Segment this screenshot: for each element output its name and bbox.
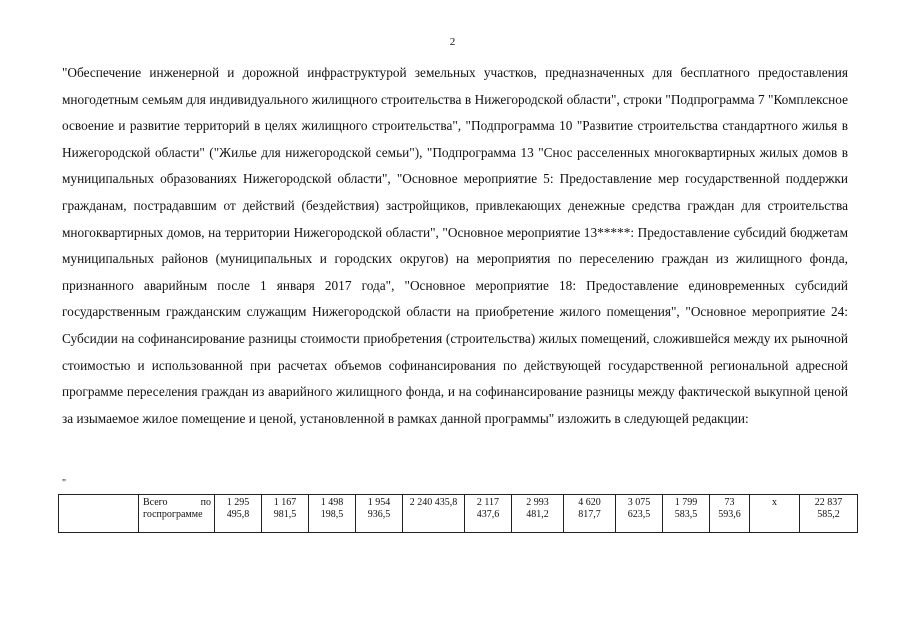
page-number: 2 (449, 36, 456, 48)
amendment-paragraph: "Обеспечение инженерной и дорожной инфраструктурой земельных участков, предназначенных для бесплатного предоставления многодетным семьям для индивидуального жилищного строительства в Нижегородской области", строки "Подпрограмма 7 "Комплексное освоение и развитие территорий в целях жилищного строительства", "Подпрограмма 10 "Развитие строительства стандартного жилья в Нижегородской области" ("Жилье для нижегородской семьи"), "Подпрограмма 13 "Снос расселенных многоквартирных жилых домов в муниципальных образованиях Нижегородской области", "Основное мероприятие 5: Предоставление мер государственной поддержки гражданам, пострадавшим от действий (бездействия) застройщиков, привлекающих денежные средства граждан для строительства многоквартирных домов, на территории Нижегородской области", "Основное мероприятие 13*****: Предоставление субсидий бюджетам муниципальных районов (муниципальных и городских округов) на мероприятия по переселению граждан из жилищного фонда, признанного аварийным после 1 января 2017 года", "Основное мероприятие 18: Предоставление единовременных субсидий государственным гражданским служащим Нижегородской области на приобретение жилого помещения", "Основное мероприятие 24: Субсидии на софинансирование разницы стоимости приобретения (строительства) жилых помещений, сложившейся между их рыночной стоимостью и использованной при расчетах объемов софинансирования по действующей государственной региональной адресной программе переселения граждан из аварийного жилищного фонда, и на софинансирование разницы между фактической выкупной ценой за изымаемое жилое помещение и ценой, установленной в рамках данной программы" изложить в следующей редакции: (62, 65, 848, 426)
table-cell-value: 2 240 435,8 (403, 495, 465, 533)
table-cell-total: 22 837 585,2 (800, 495, 858, 533)
table-cell-value: 4 620 817,7 (564, 495, 616, 533)
table-cell-value: 73 593,6 (710, 495, 750, 533)
table-cell-value: 1 799 583,5 (663, 495, 710, 533)
table-cell-value: 1 167 981,5 (262, 495, 309, 533)
table-cell-empty (59, 495, 139, 533)
table-cell-label: Всего по госпрограмме (139, 495, 215, 533)
table-cell-value: 1 295 495,8 (215, 495, 262, 533)
table-cell-value: 2 117 437,6 (465, 495, 512, 533)
opening-quote: " (62, 478, 67, 489)
table-cell-value: 2 993 481,2 (512, 495, 564, 533)
table-row (59, 495, 858, 533)
table-cell-value: 3 075 623,5 (616, 495, 663, 533)
table-cell-value: 1 498 198,5 (309, 495, 356, 533)
table-cell-value: х (750, 495, 800, 533)
program-total-table (58, 494, 858, 533)
table-cell-value: 1 954 936,5 (356, 495, 403, 533)
